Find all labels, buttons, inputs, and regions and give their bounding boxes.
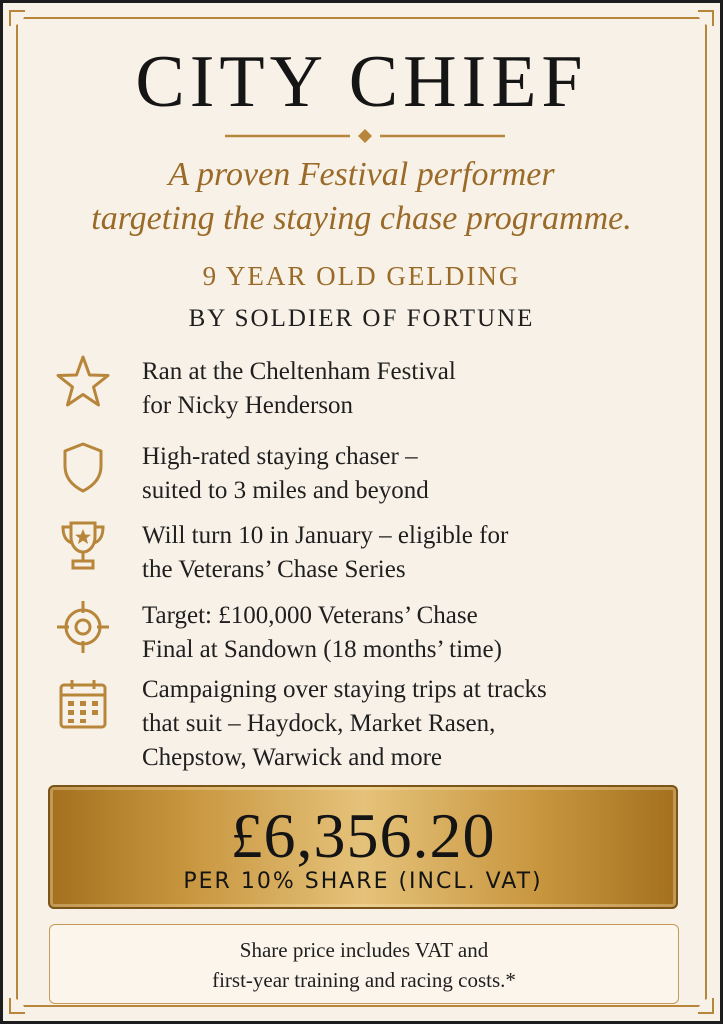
trophy-icon xyxy=(53,517,113,577)
shield-icon xyxy=(53,438,113,498)
price-note-line: first-year training and racing costs.* xyxy=(212,968,516,992)
age-heading: 9 YEAR OLD GELDING xyxy=(202,261,521,291)
tagline xyxy=(43,153,680,241)
feature-text-line: for Nicky Henderson xyxy=(142,392,354,419)
feature-text-line: Target: £100,000 Veterans’ Chase xyxy=(142,602,478,629)
feature-text-line: Chepstow, Warwick and more xyxy=(142,744,442,771)
star-icon xyxy=(53,353,113,413)
sire-heading: BY SOLDIER OF FORTUNE xyxy=(188,305,535,332)
price-note xyxy=(50,935,678,995)
target-icon xyxy=(53,597,113,657)
horse-name-title: CITY CHIEF xyxy=(135,41,588,123)
share-price: £6,356.20 xyxy=(230,800,496,871)
tagline-line: targeting the staying chase programme. xyxy=(91,200,632,237)
frame-corner xyxy=(698,998,714,1014)
feature-text-line: Campaigning over staying trips at tracks xyxy=(142,676,547,703)
frame-corner xyxy=(9,998,25,1014)
feature-text-line: Ran at the Cheltenham Festival xyxy=(142,358,456,385)
feature-text-line: Will turn 10 in January – eligible for xyxy=(142,522,509,549)
price-note-line: Share price includes VAT and xyxy=(239,938,489,962)
frame-corner xyxy=(698,10,714,26)
price-note-box xyxy=(49,924,679,1004)
calendar-icon xyxy=(53,675,113,735)
feature-text-line: that suit – Haydock, Market Rasen, xyxy=(142,710,496,737)
share-price-label: PER 10% SHARE (INCL. VAT) xyxy=(183,869,543,894)
tagline-line: A proven Festival performer xyxy=(168,156,555,193)
ornament-divider xyxy=(225,129,505,143)
price-panel xyxy=(48,785,678,909)
feature-text-line: the Veterans’ Chase Series xyxy=(142,556,406,583)
feature-text-line: Final at Sandown (18 months’ time) xyxy=(142,636,502,663)
feature-text-line: High-rated staying chaser – xyxy=(142,443,418,470)
frame-corner xyxy=(9,10,25,26)
feature-text-line: suited to 3 miles and beyond xyxy=(142,477,429,504)
